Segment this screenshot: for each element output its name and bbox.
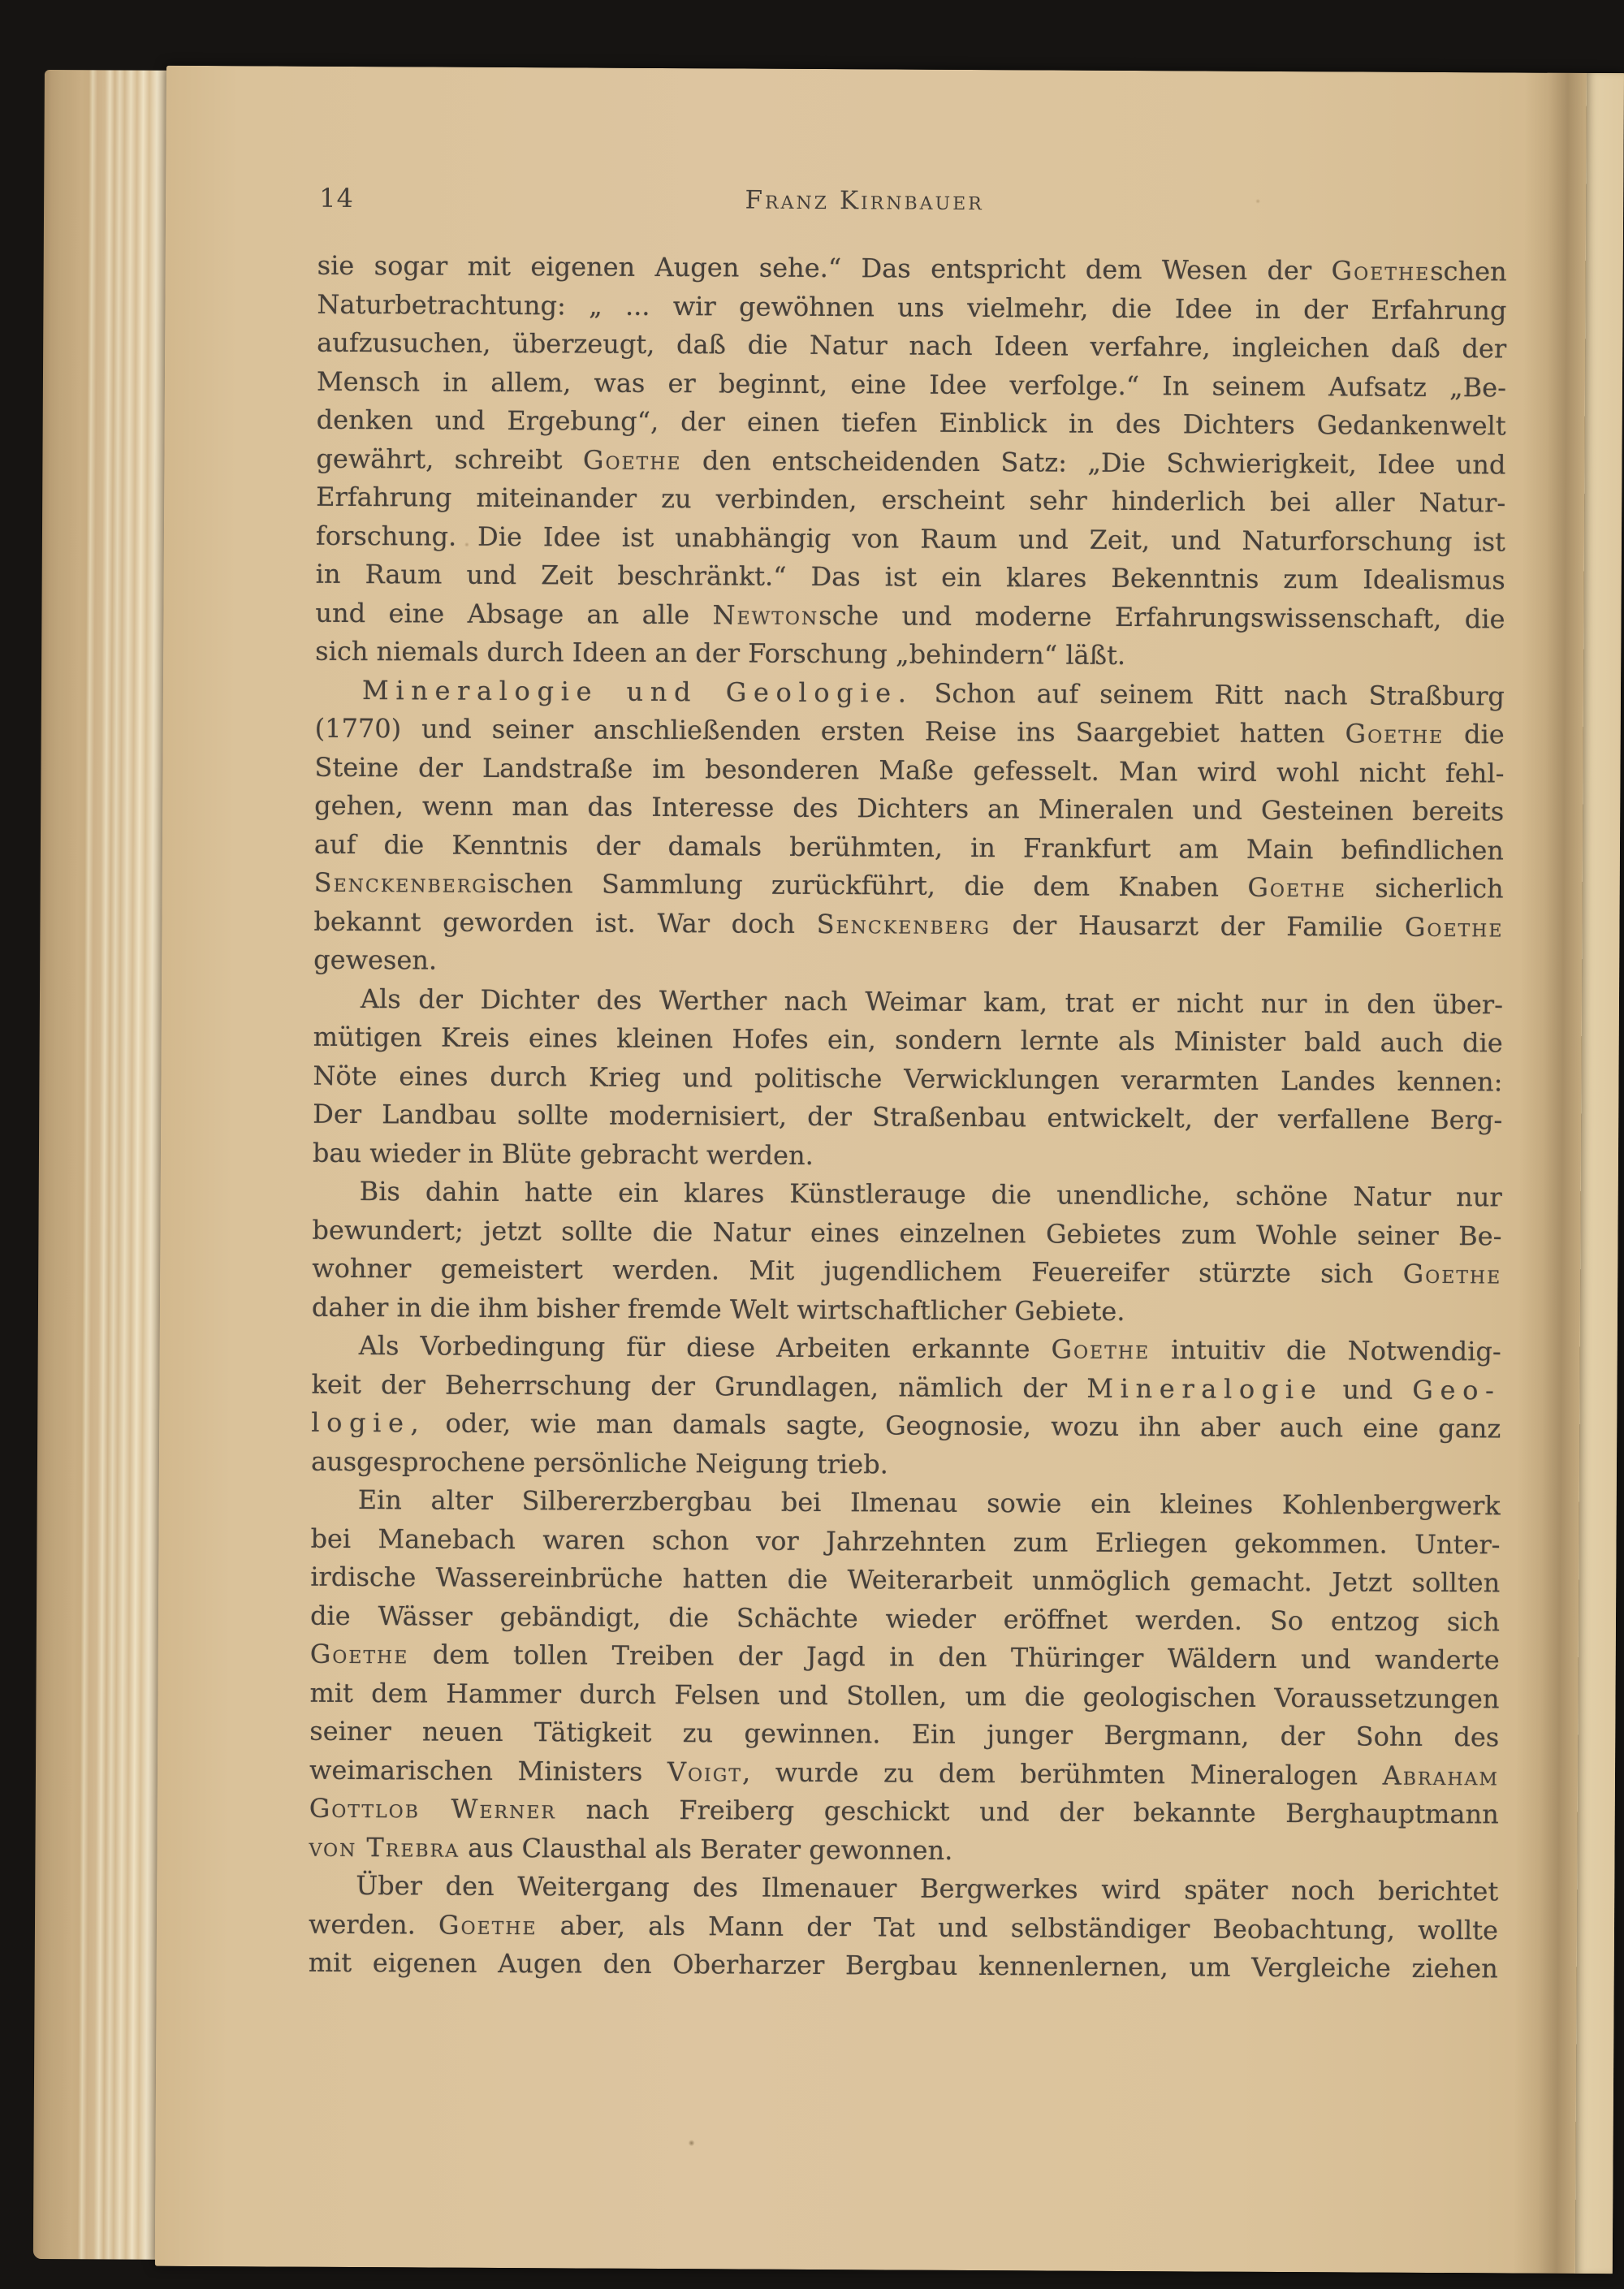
text-segment: Der Landbau sollte modernisiert, der Straßenbau entwickelt, der verfallene Berg- <box>313 1098 1503 1136</box>
text-segment: irdische Wassereinbrüche hatten die Weiterarbeit unmöglich gemacht. Jetzt sollten <box>310 1561 1501 1599</box>
text-segment: schen <box>1430 255 1507 287</box>
text-line <box>315 633 1505 677</box>
text-segment: in Raum und Zeit beschränkt.“ Das ist ein klares Bekenntnis zum Idealismus <box>315 558 1505 596</box>
text-segment: Erfahrung miteinander zu verbinden, erscheint sehr hinderlich bei aller Natur- <box>316 481 1506 519</box>
text-line <box>309 1828 1498 1872</box>
text-line <box>313 1095 1502 1140</box>
text-line <box>313 1018 1503 1063</box>
text-segment: weimarischen Ministers <box>309 1754 668 1787</box>
paragraph <box>313 979 1503 1178</box>
text-line <box>316 478 1505 523</box>
text-line <box>316 439 1505 484</box>
small-caps-name: Senckenberg <box>313 866 489 899</box>
text-segment: keit der Beherrschung der Grundlagen, nämlich der <box>311 1368 1087 1404</box>
text-line <box>313 941 1503 986</box>
letterspaced-term: logie, <box>311 1406 426 1439</box>
small-caps-name: Goethe <box>1404 911 1504 943</box>
small-caps-name: Abraham <box>1382 1760 1500 1791</box>
page-stack-edge <box>33 70 168 2260</box>
text-segment: der Hausarzt der Familie <box>990 909 1406 943</box>
text-line <box>310 1519 1500 1564</box>
text-segment: Mensch in allem, was er beginnt, eine Idee verfolge.“ In seinem Aufsatz „Be- <box>316 365 1507 403</box>
text-segment: wohner gemeistert werden. Mit jugendlichem Feuereifer stürzte sich <box>312 1252 1403 1289</box>
text-segment: aufzusuchen, überzeugt, daß die Natur nach Ideen verfahre, ingleichen daß der <box>317 326 1507 365</box>
text-line <box>317 285 1506 330</box>
text-segment: Als Vorbedingung für diese Arbeiten erkannte <box>358 1330 1052 1365</box>
letterspaced-term: Mineralogie und Geologie. <box>361 674 914 709</box>
text-segment: sie sogar mit eigenen Augen sehe.“ Das entspricht dem Wesen der <box>317 249 1332 287</box>
text-segment: mütigen Kreis eines kleinen Hofes ein, sondern lernte als Minister bald auch die <box>313 1021 1503 1059</box>
paragraph <box>309 1867 1499 1989</box>
text-segment: Steine der Landstraße im besonderen Maße gefesselt. Man wird wohl nicht fehl- <box>314 751 1505 788</box>
text-segment: Über den Weitergang des Ilmenauer Bergwerkes wird später noch berichtet <box>356 1870 1499 1907</box>
text-line <box>316 516 1505 561</box>
small-caps-name: Goethe <box>309 1638 409 1670</box>
text-line <box>315 710 1505 754</box>
text-line <box>309 1944 1498 1989</box>
text-segment: bei Manebach waren schon vor Jahrzehnten zum Erliegen gekommen. Unter- <box>310 1522 1501 1560</box>
text-segment: Naturbetrachtung: „ ... wir gewöhnen uns vielmehr, die Idee in der Erfahrung <box>317 288 1507 326</box>
text-segment: oder, wie man damals sagte, Geognosie, wozu ihn aber auch eine ganz <box>425 1407 1501 1445</box>
text-line <box>314 787 1504 831</box>
text-line <box>316 555 1505 600</box>
text-line <box>313 1056 1502 1101</box>
text-line <box>315 594 1505 638</box>
text-line <box>310 1635 1500 1680</box>
text-line <box>317 324 1506 369</box>
text-line <box>315 671 1505 715</box>
text-segment: gehen, wenn man das Interesse des Dichters an Mineralen und Gesteinen bereits <box>314 789 1505 827</box>
book-page <box>155 66 1624 2274</box>
text-line <box>309 1674 1499 1718</box>
text-segment: bau wieder in Blüte gebracht werden. <box>312 1137 814 1171</box>
text-line <box>314 825 1504 870</box>
text-segment: ausgesprochene persönliche Neigung trieb. <box>310 1445 888 1479</box>
text-line <box>314 864 1504 909</box>
text-segment: die <box>1444 719 1505 750</box>
small-caps-name: Gottlob Werner <box>309 1792 557 1825</box>
text-segment: intuitiv die Notwendig- <box>1149 1334 1501 1367</box>
text-segment: ischen Sammlung zurückführt, die dem Knaben <box>487 867 1248 903</box>
text-line <box>309 1790 1499 1834</box>
text-segment: und eine Absage an alle <box>315 597 713 630</box>
small-caps-name: Goethe <box>582 443 682 476</box>
paragraph <box>309 1481 1500 1873</box>
text-line <box>310 1596 1500 1641</box>
text-segment: bewundert; jetzt sollte die Natur eines einzelnen Gebietes zum Wohle seiner Be- <box>312 1214 1502 1251</box>
text-line <box>313 1134 1502 1178</box>
text-line <box>309 1905 1498 1950</box>
running-header: Franz Kirnbauer <box>745 185 984 217</box>
text-line <box>309 1751 1499 1795</box>
text-segment: sich niemals durch Ideen an der Forschung „behindern“ läßt. <box>315 635 1126 671</box>
small-caps-name: Goethe <box>1247 871 1347 904</box>
text-segment: mit dem Hammer durch Felsen und Stollen, um die geologischen Voraussetzungen <box>309 1677 1500 1714</box>
text-segment: aber, als Mann der Tat und selbständiger Beobachtung, wollte <box>537 1909 1499 1946</box>
text-segment: Ein alter Silbererzbergbau bei Ilmenau sowie ein kleines Kohlenbergwerk <box>357 1484 1501 1522</box>
text-line <box>309 1712 1499 1757</box>
small-caps-name: von Trebra <box>309 1831 460 1864</box>
running-head <box>317 180 1507 222</box>
text-line <box>309 1867 1498 1911</box>
text-segment: gewährt, schreibt <box>316 443 584 475</box>
text-segment: seiner neuen Tätigkeit zu gewinnen. Ein junger Bergmann, der Sohn des <box>309 1715 1500 1753</box>
text-line <box>310 1558 1500 1603</box>
text-segment: aus Clausthal als Berater gewonnen. <box>459 1832 953 1866</box>
text-line <box>313 979 1503 1024</box>
small-caps-name: Goethe <box>1345 718 1445 750</box>
text-line <box>313 1173 1502 1217</box>
text-segment: sche und moderne Erfahrungswissenschaft, die <box>818 599 1505 634</box>
text-line <box>312 1288 1501 1332</box>
text-segment: , wurde zu dem berühmten Mineralogen <box>741 1756 1383 1791</box>
text-segment: Schon auf seinem Ritt nach Straßburg <box>913 677 1505 711</box>
text-segment: gewesen. <box>313 944 438 976</box>
text-line <box>311 1442 1501 1487</box>
paragraph <box>311 1327 1501 1488</box>
paragraph <box>312 1173 1502 1333</box>
text-segment: daher in die ihm bisher fremde Welt wirtschaftlicher Gebiete. <box>311 1291 1125 1327</box>
text-segment: dem tollen Treiben der Jagd in den Thüringer Wäldern und wanderte <box>408 1639 1500 1676</box>
text-segment: auf die Kenntnis der damals berühmten, in Frankfurt am Main befindlichen <box>313 828 1505 866</box>
text-segment: den entscheidenden Satz: „Die Schwierigkeit, Idee und <box>681 444 1506 480</box>
text-segment: denken und Ergebung“, der einen tiefen Einblick in des Dichters Gedankenwelt <box>316 404 1506 442</box>
page-text <box>309 247 1507 1989</box>
text-segment: (1770) und seiner anschließenden ersten Reise ins Saargebiet hatten <box>314 712 1345 749</box>
text-segment: bekannt geworden ist. War doch <box>313 905 817 939</box>
text-line <box>312 1250 1501 1294</box>
small-caps-name: Goethe <box>1331 255 1431 287</box>
text-line <box>312 1211 1501 1255</box>
text-line <box>311 1365 1501 1410</box>
paragraph <box>315 247 1507 677</box>
text-line <box>311 1404 1501 1449</box>
letterspaced-term: Mineralogie <box>1086 1372 1324 1405</box>
text-segment: die Wässer gebändigt, die Schächte wieder eröffnet werden. So entzog sich <box>309 1600 1501 1637</box>
text-line <box>314 748 1504 793</box>
text-segment: nach Freiberg geschickt und der bekannte Berghauptmann <box>555 1794 1499 1830</box>
page-number: 14 <box>319 182 354 214</box>
text-line <box>317 401 1506 446</box>
text-segment: werden. <box>308 1908 439 1941</box>
small-caps-name: Voigt <box>667 1756 743 1788</box>
text-segment: Als der Dichter des Werther nach Weimar kam, trat er nicht nur in den über- <box>360 983 1504 1020</box>
small-caps-name: Goethe <box>438 1909 538 1941</box>
letterspaced-term: Geo- <box>1412 1374 1501 1406</box>
text-line <box>312 1327 1501 1371</box>
text-line <box>317 362 1506 407</box>
text-segment: Bis dahin hatte ein klares Künstlerauge die unendliche, schöne Natur nur <box>359 1176 1502 1213</box>
text-line <box>311 1481 1501 1526</box>
text-segment: mit eigenen Augen den Oberharzer Bergbau kennenlernen, um Vergleiche ziehen <box>308 1946 1498 1985</box>
small-caps-name: Goethe <box>1402 1258 1502 1290</box>
adjacent-page-edge <box>1575 73 1624 2274</box>
small-caps-name: Newton <box>712 598 819 631</box>
book-spread <box>33 65 1624 2274</box>
small-caps-name: Goethe <box>1051 1333 1151 1366</box>
text-segment: Nöte eines durch Krieg und politische Verwicklungen verarmten Landes kennen: <box>313 1060 1503 1097</box>
page-content <box>309 180 1508 1989</box>
text-segment: und <box>1323 1373 1413 1406</box>
text-segment: sicherlich <box>1345 872 1504 905</box>
small-caps-name: Senckenberg <box>816 908 991 940</box>
text-line <box>317 247 1507 292</box>
paragraph <box>313 671 1505 986</box>
text-line <box>313 902 1503 947</box>
text-segment: forschung. Die Idee ist unabhängig von Raum und Zeit, und Naturforschung ist <box>315 520 1506 557</box>
